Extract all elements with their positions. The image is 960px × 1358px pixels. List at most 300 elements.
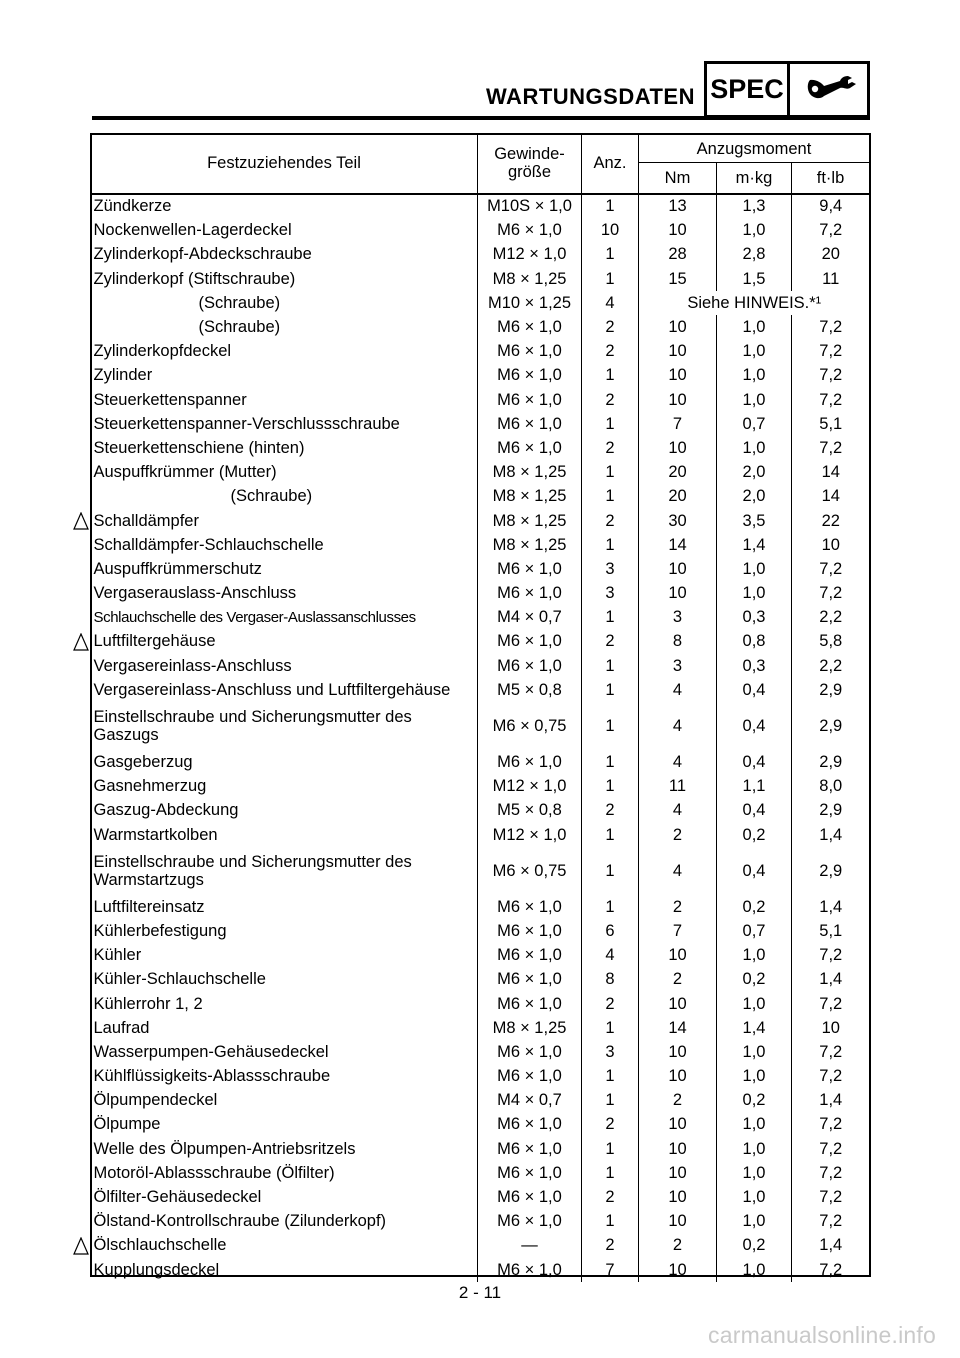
cell-thread: M10S × 1,0 (478, 194, 582, 219)
cell-nm: 3 (639, 606, 717, 630)
cell-thread: M6 × 0,75 (478, 847, 582, 895)
table-row (91, 678, 870, 702)
table-row (91, 1089, 870, 1113)
cell-thread: M5 × 0,8 (478, 678, 582, 702)
cell-mkg: 0,2 (717, 1234, 792, 1258)
cell-thread: M8 × 1,25 (478, 461, 582, 485)
cell-nm: 10 (639, 436, 717, 460)
cell-ftlb: 7,2 (792, 1113, 870, 1137)
table-row (91, 340, 870, 364)
cell-mkg: 1,0 (717, 992, 792, 1016)
cell-ftlb: 1,4 (792, 895, 870, 919)
cell-mkg: 1,0 (717, 1161, 792, 1185)
table-row (91, 702, 870, 750)
cell-thread: M6 × 1,0 (478, 219, 582, 243)
cell-part: Zylinder (93, 366, 153, 385)
cell-ftlb: 1,4 (792, 1089, 870, 1113)
cell-qty: 3 (582, 557, 639, 581)
table-row (91, 315, 870, 339)
cell-thread: M6 × 0,75 (478, 702, 582, 750)
cell-qty: 1 (582, 194, 639, 219)
cell-thread: M6 × 1,0 (478, 944, 582, 968)
cell-thread: M6 × 1,0 (478, 364, 582, 388)
cell-nm: 7 (639, 412, 717, 436)
cell-thread: M6 × 1,0 (478, 315, 582, 339)
cell-part: Vergaserauslass-Anschluss (93, 584, 297, 603)
cell-thread: M6 × 1,0 (478, 582, 582, 606)
page-title: WARTUNGSDATEN (486, 84, 695, 109)
cell-nm: 10 (639, 1185, 717, 1209)
cell-qty: 1 (582, 1089, 639, 1113)
cell-qty: 1 (582, 1016, 639, 1040)
table-row (91, 557, 870, 581)
cell-nm: 8 (639, 630, 717, 654)
cell-nm: 10 (639, 1258, 717, 1282)
cell-thread: M5 × 0,8 (478, 799, 582, 823)
header-nm: Nm (639, 163, 717, 194)
cell-mkg: 0,2 (717, 968, 792, 992)
cell-part: Luftfiltereinsatz (93, 897, 205, 916)
cell-part: Kühlerrohr 1, 2 (93, 994, 203, 1013)
cell-qty: 6 (582, 919, 639, 943)
header-torque: Anzugsmoment (639, 134, 870, 163)
table-row (91, 1137, 870, 1161)
cell-nm: 2 (639, 1234, 717, 1258)
table-row (91, 823, 870, 847)
table-row (91, 533, 870, 557)
cell-part: Zylinderkopf-Abdeckschraube (93, 245, 312, 264)
header-part: Festzuziehendes Teil (91, 134, 478, 194)
cell-ftlb: 2,9 (792, 678, 870, 702)
cell-thread: — (478, 1234, 582, 1258)
cell-thread: M4 × 0,7 (478, 606, 582, 630)
cell-ftlb: 2,9 (792, 750, 870, 774)
table-row (91, 1185, 870, 1209)
cell-nm: 2 (639, 968, 717, 992)
cell-thread: M8 × 1,25 (478, 1016, 582, 1040)
cell-part: Ölstand-Kontrollschraube (Zilunderkopf) (93, 1212, 387, 1231)
cell-nm: 3 (639, 654, 717, 678)
wrench-icon (804, 74, 858, 108)
cell-qty: 1 (582, 1065, 639, 1089)
cell-qty: 1 (582, 364, 639, 388)
cell-part: Motoröl-Ablassschraube (Ölfilter) (93, 1163, 335, 1182)
cell-ftlb: 7,2 (792, 1040, 870, 1064)
cell-qty: 1 (582, 267, 639, 291)
table-row (91, 847, 870, 895)
cell-thread: M8 × 1,25 (478, 267, 582, 291)
cell-mkg: 2,8 (717, 243, 792, 267)
cell-thread: M6 × 1,0 (478, 919, 582, 943)
table-row (91, 1161, 870, 1185)
cell-mkg: 1,1 (717, 775, 792, 799)
cell-nm: 10 (639, 340, 717, 364)
cell-qty: 2 (582, 992, 639, 1016)
cell-ftlb: 7,2 (792, 1210, 870, 1234)
cell-thread: M6 × 1,0 (478, 630, 582, 654)
cell-thread: M6 × 1,0 (478, 1137, 582, 1161)
cell-part: Welle des Ölpumpen-Antriebsritzels (93, 1139, 356, 1158)
cell-mkg: 0,2 (717, 1089, 792, 1113)
cell-mkg: 0,2 (717, 895, 792, 919)
cell-thread: M6 × 1,0 (478, 1210, 582, 1234)
cell-qty: 1 (582, 412, 639, 436)
cell-part: Ölschlauchschelle (93, 1236, 227, 1255)
cell-mkg: 1,0 (717, 219, 792, 243)
table-row (91, 1258, 870, 1282)
cell-ftlb: 7,2 (792, 1161, 870, 1185)
cell-thread: M10 × 1,25 (478, 291, 582, 315)
torque-table (90, 133, 870, 1282)
cell-thread: M8 × 1,25 (478, 533, 582, 557)
cell-part: Ölfilter-Gehäusedeckel (93, 1188, 262, 1207)
table-row (91, 968, 870, 992)
cell-nm: 20 (639, 485, 717, 509)
cell-mkg: 1,0 (717, 1185, 792, 1209)
cell-part: (Schraube) (230, 487, 313, 506)
cell-qty: 2 (582, 1113, 639, 1137)
cell-nm: 14 (639, 1016, 717, 1040)
cell-nm: 20 (639, 461, 717, 485)
cell-part: Wasserpumpen-Gehäusedeckel (93, 1042, 329, 1061)
cell-part: Luftfiltergehäuse (93, 632, 216, 651)
cell-thread: M6 × 1,0 (478, 968, 582, 992)
table-row (91, 412, 870, 436)
cell-mkg: 0,8 (717, 630, 792, 654)
cell-nm: 4 (639, 847, 717, 895)
cell-ftlb: 14 (792, 461, 870, 485)
cell-part: Warmstartkolben (93, 825, 218, 844)
cell-thread: M6 × 1,0 (478, 1040, 582, 1064)
cell-ftlb: 7,2 (792, 436, 870, 460)
cell-mkg: 2,0 (717, 485, 792, 509)
cell-part: Kühler-Schlauchschelle (93, 970, 266, 989)
cell-ftlb: 7,2 (792, 364, 870, 388)
cell-mkg: 1,5 (717, 267, 792, 291)
cell-qty: 1 (582, 678, 639, 702)
table-row (91, 1065, 870, 1089)
cell-qty: 1 (582, 533, 639, 557)
wrench-box (787, 61, 870, 118)
cell-qty: 1 (582, 654, 639, 678)
cell-ftlb: 22 (792, 509, 870, 533)
cell-ftlb: 7,2 (792, 992, 870, 1016)
cell-part: Steuerkettenspanner-Verschlussschraube (93, 414, 400, 433)
cell-part: Zylinderkopfdeckel (93, 342, 232, 361)
cell-qty: 1 (582, 461, 639, 485)
cell-mkg: 1,0 (717, 364, 792, 388)
cell-nm: 4 (639, 750, 717, 774)
cell-mkg: 1,0 (717, 436, 792, 460)
cell-mkg: 0,3 (717, 606, 792, 630)
cell-ftlb: 7,2 (792, 557, 870, 581)
cell-qty: 2 (582, 1234, 639, 1258)
cell-part: (Schraube) (198, 318, 281, 337)
cell-qty: 1 (582, 1137, 639, 1161)
cell-part: Vergasereinlass-Anschluss (93, 656, 292, 675)
cell-nm: 2 (639, 1089, 717, 1113)
cell-qty: 2 (582, 315, 639, 339)
cell-part: Kühler (93, 946, 142, 965)
table-row (91, 630, 870, 654)
cell-qty: 2 (582, 1185, 639, 1209)
cell-nm: 2 (639, 895, 717, 919)
cell-mkg: 1,0 (717, 1210, 792, 1234)
cell-nm: 10 (639, 364, 717, 388)
cell-part: Kühlflüssigkeits-Ablassschraube (93, 1067, 331, 1086)
cell-ftlb: 10 (792, 1016, 870, 1040)
cell-nm: 10 (639, 582, 717, 606)
header-ftlb: ft·lb (792, 163, 870, 194)
cell-ftlb: 7,2 (792, 1185, 870, 1209)
cell-nm: 10 (639, 1137, 717, 1161)
cell-qty: 1 (582, 823, 639, 847)
cell-mkg: 0,2 (717, 823, 792, 847)
cell-part: Zündkerze (93, 197, 172, 216)
cell-part: (Schraube) (198, 293, 281, 312)
table-row (91, 1040, 870, 1064)
cell-ftlb: 1,4 (792, 1234, 870, 1258)
cell-part: Laufrad (93, 1018, 150, 1037)
cell-mkg: 0,7 (717, 412, 792, 436)
cell-qty: 8 (582, 968, 639, 992)
cell-qty: 1 (582, 775, 639, 799)
table-row (91, 388, 870, 412)
table-row (91, 364, 870, 388)
cell-note: Siehe HINWEIS.*¹ (639, 291, 870, 315)
cell-qty: 1 (582, 895, 639, 919)
cell-ftlb: 5,1 (792, 919, 870, 943)
header-qty: Anz. (582, 134, 639, 194)
cell-ftlb: 5,1 (792, 412, 870, 436)
cell-ftlb: 7,2 (792, 340, 870, 364)
cell-part: Schalldämpfer (93, 511, 199, 530)
cell-qty: 4 (582, 291, 639, 315)
cell-mkg: 1,0 (717, 1258, 792, 1282)
cell-part: Einstellschraube und Sicherungsmutter des Gaszugs (93, 708, 412, 745)
cell-ftlb: 11 (792, 267, 870, 291)
table-row (91, 1016, 870, 1040)
cell-part: Einstellschraube und Sicherungsmutter des Warmstartzugs (93, 853, 412, 890)
cell-nm: 10 (639, 1113, 717, 1137)
cell-mkg: 1,0 (717, 582, 792, 606)
cell-ftlb: 14 (792, 485, 870, 509)
cell-thread: M6 × 1,0 (478, 557, 582, 581)
cell-mkg: 0,4 (717, 678, 792, 702)
cell-qty: 3 (582, 582, 639, 606)
table-row (91, 194, 870, 219)
cell-thread: M6 × 1,0 (478, 895, 582, 919)
cell-qty: 2 (582, 509, 639, 533)
cell-mkg: 1,3 (717, 194, 792, 219)
cell-nm: 10 (639, 944, 717, 968)
table-row (91, 436, 870, 460)
cell-ftlb: 2,9 (792, 799, 870, 823)
cell-ftlb: 2,9 (792, 847, 870, 895)
table-row (91, 1210, 870, 1234)
cell-mkg: 1,0 (717, 557, 792, 581)
cell-thread: M6 × 1,0 (478, 340, 582, 364)
cell-mkg: 0,4 (717, 750, 792, 774)
cell-part: Ölpumpendeckel (93, 1091, 218, 1110)
cell-qty: 1 (582, 847, 639, 895)
spec-label: SPEC (704, 61, 790, 118)
cell-qty: 1 (582, 243, 639, 267)
cell-part: Gaszug-Abdeckung (93, 801, 239, 820)
cell-nm: 10 (639, 1161, 717, 1185)
cell-mkg: 1,4 (717, 1016, 792, 1040)
table-row (91, 775, 870, 799)
cell-part: Schalldämpfer-Schlauchschelle (93, 535, 324, 554)
cell-thread: M6 × 1,0 (478, 992, 582, 1016)
cell-thread: M12 × 1,0 (478, 823, 582, 847)
cell-nm: 14 (639, 533, 717, 557)
cell-thread: M6 × 1,0 (478, 654, 582, 678)
cell-ftlb: 7,2 (792, 1065, 870, 1089)
cell-nm: 30 (639, 509, 717, 533)
cell-ftlb: 2,2 (792, 606, 870, 630)
cell-ftlb: 7,2 (792, 388, 870, 412)
cell-qty: 10 (582, 219, 639, 243)
cell-thread: M4 × 0,7 (478, 1089, 582, 1113)
table-row (91, 509, 870, 533)
cell-part: Kühlerbefestigung (93, 921, 227, 940)
cell-part: Ölpumpe (93, 1115, 161, 1134)
cell-thread: M6 × 1,0 (478, 388, 582, 412)
cell-qty: 7 (582, 1258, 639, 1282)
cell-ftlb: 7,2 (792, 1137, 870, 1161)
table-row (91, 461, 870, 485)
cell-thread: M6 × 1,0 (478, 412, 582, 436)
cell-mkg: 0,4 (717, 847, 792, 895)
table-row (91, 243, 870, 267)
table-row (91, 799, 870, 823)
cell-part: Nockenwellen-Lagerdeckel (93, 221, 292, 240)
cell-qty: 1 (582, 702, 639, 750)
cell-thread: M6 × 1,0 (478, 750, 582, 774)
cell-nm: 10 (639, 557, 717, 581)
cell-mkg: 3,5 (717, 509, 792, 533)
cell-mkg: 1,0 (717, 1065, 792, 1089)
cell-nm: 10 (639, 992, 717, 1016)
cell-ftlb: 9,4 (792, 194, 870, 219)
cell-qty: 3 (582, 1040, 639, 1064)
table-row (91, 1113, 870, 1137)
cell-nm: 10 (639, 1210, 717, 1234)
table-row (91, 291, 870, 315)
cell-part: Schlauchschelle des Vergaser-Auslassanschlusses (93, 609, 416, 627)
cell-part: Steuerkettenspanner (93, 390, 247, 409)
cell-part: Kupplungsdeckel (93, 1260, 220, 1279)
cell-nm: 4 (639, 678, 717, 702)
table-row (91, 944, 870, 968)
cell-nm: 28 (639, 243, 717, 267)
cell-nm: 10 (639, 1040, 717, 1064)
cell-mkg: 1,0 (717, 1137, 792, 1161)
cell-thread: M6 × 1,0 (478, 1185, 582, 1209)
cell-part: Auspuffkrümmerschutz (93, 559, 262, 578)
cell-qty: 2 (582, 630, 639, 654)
cell-nm: 10 (639, 315, 717, 339)
cell-ftlb: 2,9 (792, 702, 870, 750)
cell-qty: 1 (582, 1161, 639, 1185)
table-row (91, 1234, 870, 1258)
cell-part: Vergasereinlass-Anschluss und Luftfiltergehäuse (93, 680, 451, 699)
cell-mkg: 1,0 (717, 388, 792, 412)
cell-qty: 1 (582, 750, 639, 774)
cell-ftlb: 7,2 (792, 315, 870, 339)
cell-nm: 13 (639, 194, 717, 219)
cell-qty: 2 (582, 388, 639, 412)
cell-nm: 11 (639, 775, 717, 799)
table-row (91, 654, 870, 678)
cell-mkg: 1,0 (717, 1113, 792, 1137)
cell-thread: M6 × 1,0 (478, 436, 582, 460)
cell-ftlb: 10 (792, 533, 870, 557)
cell-ftlb: 20 (792, 243, 870, 267)
table-row (91, 919, 870, 943)
cell-qty: 2 (582, 799, 639, 823)
table-row (91, 267, 870, 291)
cell-thread: M8 × 1,25 (478, 509, 582, 533)
cell-qty: 1 (582, 606, 639, 630)
cell-thread: M12 × 1,0 (478, 775, 582, 799)
cell-nm: 15 (639, 267, 717, 291)
cell-nm: 7 (639, 919, 717, 943)
cell-mkg: 1,0 (717, 944, 792, 968)
cell-qty: 1 (582, 1210, 639, 1234)
table-row (91, 219, 870, 243)
cell-mkg: 0,4 (717, 799, 792, 823)
cell-ftlb: 8,0 (792, 775, 870, 799)
cell-mkg: 1,0 (717, 315, 792, 339)
cell-qty: 4 (582, 944, 639, 968)
header-thread: Gewinde- größe (478, 134, 582, 194)
cell-part: Gasgeberzug (93, 753, 193, 772)
cell-qty: 1 (582, 485, 639, 509)
header-mkg: m·kg (717, 163, 792, 194)
cell-ftlb: 7,2 (792, 219, 870, 243)
cell-mkg: 0,3 (717, 654, 792, 678)
cell-nm: 10 (639, 1065, 717, 1089)
cell-ftlb: 1,4 (792, 823, 870, 847)
cell-qty: 2 (582, 436, 639, 460)
cell-part: Steuerkettenschiene (hinten) (93, 438, 305, 457)
table-row (91, 485, 870, 509)
cell-thread: M8 × 1,25 (478, 485, 582, 509)
cell-thread: M12 × 1,0 (478, 243, 582, 267)
cell-qty: 2 (582, 340, 639, 364)
table-row (91, 992, 870, 1016)
cell-nm: 4 (639, 702, 717, 750)
cell-thread: M6 × 1,0 (478, 1161, 582, 1185)
cell-ftlb: 5,8 (792, 630, 870, 654)
cell-ftlb: 7,2 (792, 582, 870, 606)
cell-ftlb: 1,4 (792, 968, 870, 992)
watermark: carmanualsonline.info (708, 1322, 936, 1348)
cell-mkg: 1,0 (717, 1040, 792, 1064)
cell-mkg: 0,7 (717, 919, 792, 943)
cell-nm: 4 (639, 799, 717, 823)
cell-ftlb: 7,2 (792, 944, 870, 968)
cell-ftlb: 7,2 (792, 1258, 870, 1282)
cell-mkg: 0,4 (717, 702, 792, 750)
cell-mkg: 1,0 (717, 340, 792, 364)
page-number: 2 - 11 (458, 1283, 502, 1302)
cell-nm: 10 (639, 219, 717, 243)
table-row (91, 750, 870, 774)
table-row (91, 606, 870, 630)
